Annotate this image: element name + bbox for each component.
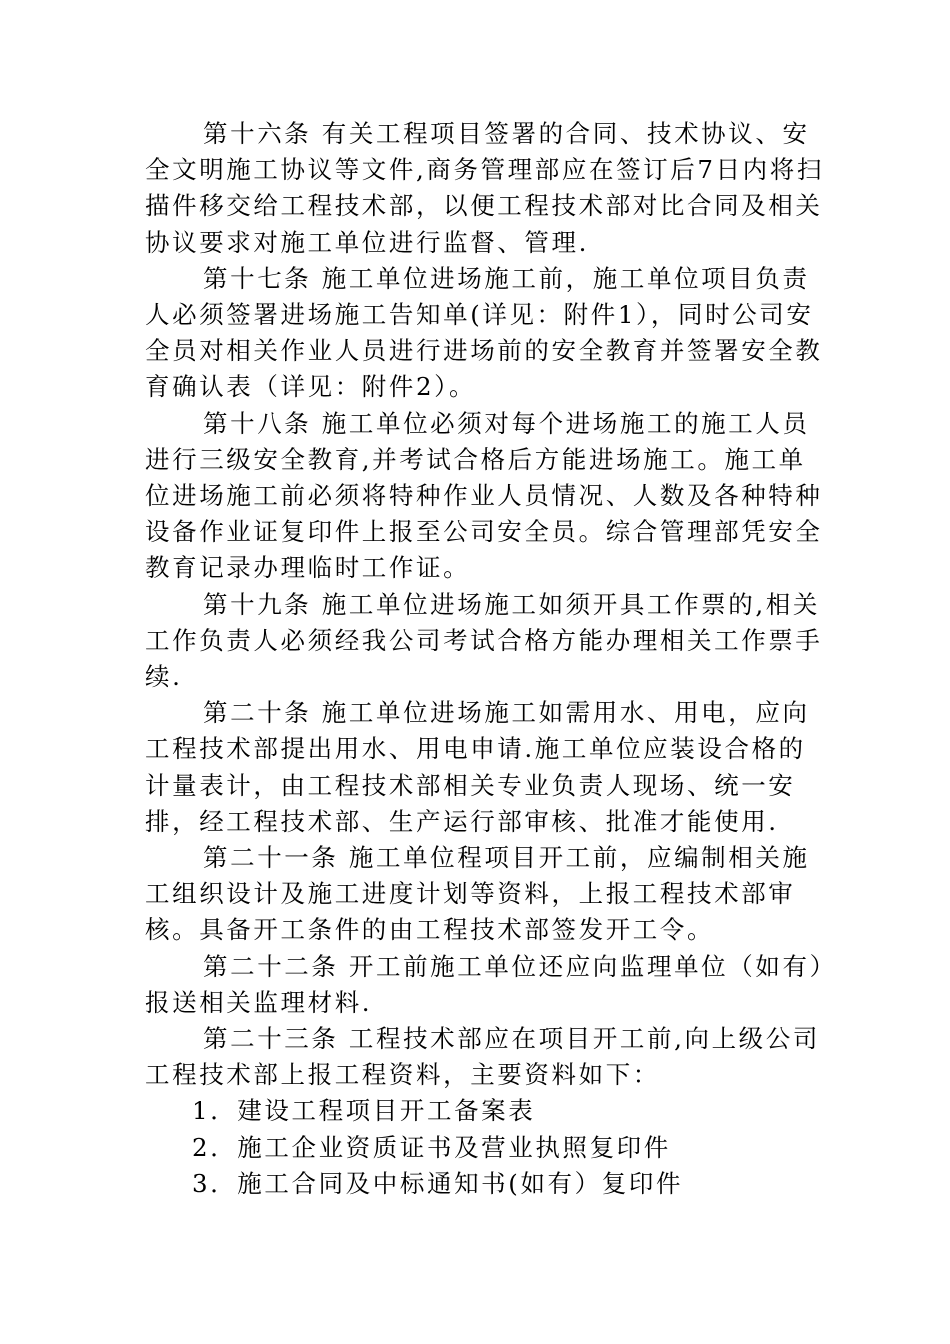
paragraph-article-18: 第十八条 施工单位必须对每个进场施工的施工人员进行三级安全教育,并考试合格后方能进场施工。施工单位进场施工前必须将特种作业人员情况、人数及各种特种设备作业证复印件上报至公司安全员。综合管理部凭安全教育记录办理临时工作证。	[145, 408, 823, 583]
paragraph-article-23: 第二十三条 工程技术部应在项目开工前,向上级公司工程技术部上报工程资料，主要资料如下：	[145, 1024, 820, 1090]
list-item: 2．施工企业资质证书及营业执照复印件	[192, 1132, 671, 1162]
paragraph-article-19: 第十九条 施工单位进场施工如须开具工作票的,相关工作负责人必须经我公司考试合格方能办理相关工作票手续.	[145, 589, 823, 692]
document-page	[145, 116, 825, 1202]
paragraph-article-21: 第二十一条 施工单位程项目开工前，应编制相关施工组织设计及施工进度计划等资料，上报工程技术部审核。具备开工条件的由工程技术部签发开工令。	[145, 843, 810, 945]
list-item: 3．施工合同及中标通知书(如有）复印件	[192, 1168, 684, 1198]
paragraph-article-16: 第十六条 有关工程项目签署的合同、技术协议、安全文明施工协议等文件,商务管理部应在签订后7日内将扫描件移交给工程技术部，以便工程技术部对比合同及相关协议要求对施工单位进行监督、管理.	[145, 119, 824, 257]
paragraph-article-17: 第十七条 施工单位进场施工前，施工单位项目负责人必须签署进场施工告知单(详见：附件1），同时公司安全员对相关作业人员进行进场前的安全教育并签署安全教育确认表（详见：附件2）。	[145, 263, 823, 402]
paragraph-article-22: 第二十二条 开工前施工单位还应向监理单位（如有）报送相关监理材料.	[145, 951, 825, 1017]
list-item: 1．建设工程项目开工备案表	[192, 1096, 536, 1126]
paragraph-article-20: 第二十条 施工单位进场施工如需用水、用电，应向工程技术部提出用水、用电申请.施工单位应装设合格的计量表计，由工程技术部相关专业负责人现场、统一安排，经工程技术部、生产运行部审核、批准才能使用.	[145, 698, 810, 836]
